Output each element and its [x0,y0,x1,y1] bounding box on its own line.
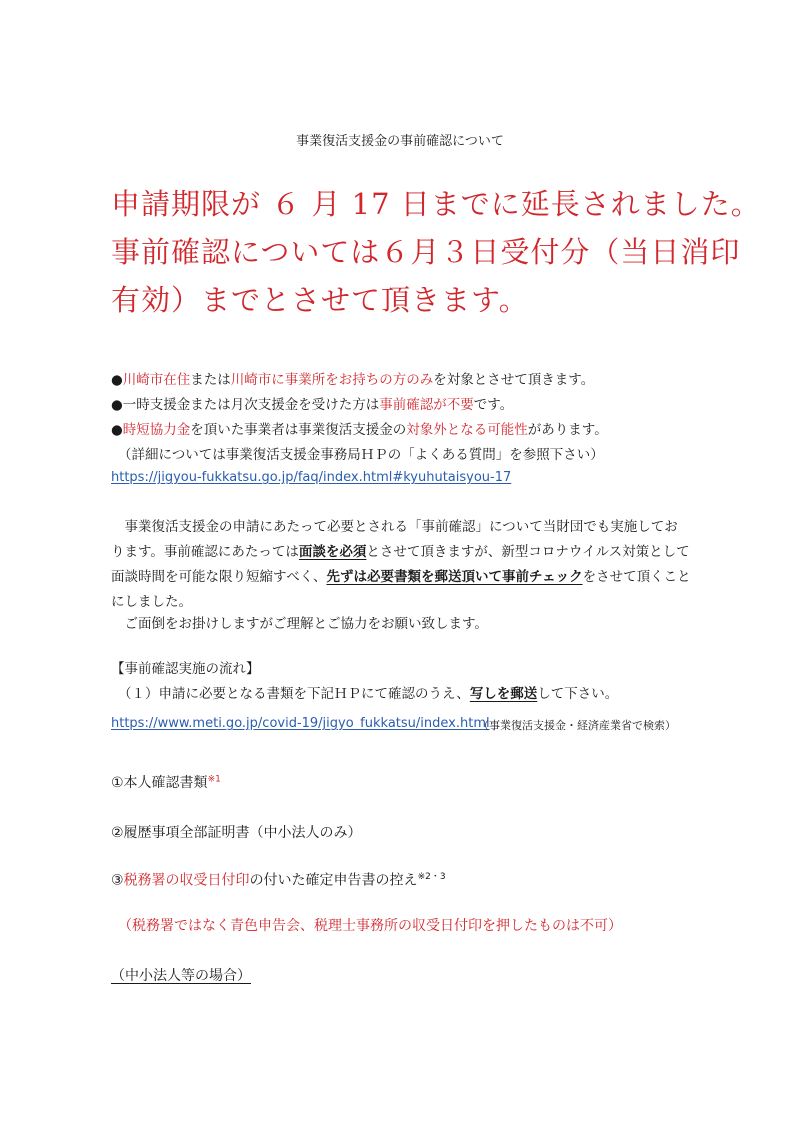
mail-documents-text: 先ずは必要書類を郵送頂いて事前チェック [326,569,583,585]
paragraph-text: 事業復活支援金の申請にあたって必要とされる「事前確認」について当財団でも実施しております。事前確認にあたっては [111,519,678,560]
bullet: ● [111,422,123,438]
send-copies-text: 写しを郵送 [469,686,538,702]
exemption-note [111,393,513,417]
deadline-announcement-line1: 申請期限が ６ 月 17 日までに延長されました。 [111,187,761,221]
request-paragraph: ご面倒をお掛けしますがご理解とご協力をお願い致します。 [111,616,488,632]
bullet: ● [111,372,123,388]
step-text: （１）申請に必要となる書類を下記ＨＰにて確認のうえ、 [118,686,470,702]
document-item-registry: ②履歴事項全部証明書（中小法人のみ） [111,825,362,841]
deadline-announcement-line2: 事前確認については６月３日受付分（当日消印 [111,235,741,269]
paragraph-text: とさせて頂きますが、新型コロナウイルス対策として面談時間を可能な限り短縮すべく、 [111,544,690,585]
note-text: 一時支援金または月次支援金を受けた方は [122,397,380,413]
note-text: です。 [473,397,514,413]
item-text: ①本人確認書類 [111,775,208,791]
meti-search-note: （事業復活支援金・経済産業省で検索） [478,719,676,732]
document-item-id [111,772,221,792]
faq-link[interactable]: https://jigyou-fukkatsu.go.jp/faq/index.html#kyuhutaisyou-17 [111,470,512,485]
page-title: 事業復活支援金の事前確認について [296,134,504,149]
sme-section-heading: （中小法人等の場合） [111,968,251,984]
note-text: または [190,372,231,388]
footnote-mark: ※2・3 [417,872,446,882]
step-text: して下さい。 [537,686,619,702]
note-red-text: 対象外となる可能性 [406,422,528,438]
note-red-text: 川崎市に事業所をお持ちの方のみ [230,372,434,388]
deadline-announcement-line3: 有効）までとさせて頂きます。 [111,283,529,317]
note-text: を頂いた事業者は事業復活支援金の [190,422,407,438]
item-text: ③ [111,872,124,889]
item-text: の付いた確定申告書の控え [249,872,418,889]
flow-heading: 【事前確認実施の流れ】 [111,661,260,677]
exclusion-note [111,418,608,442]
paragraph-text: をさせて頂くことにしました。 [111,569,691,610]
eligibility-note [111,368,594,392]
meti-link[interactable]: https://www.meti.go.jp/covid-19/jigyo_fukkatsu/index.html [111,716,490,731]
document-item-tax-return [111,869,446,890]
flow-step-1 [118,682,618,706]
note-red-text: 時短協力金 [122,422,191,438]
note-text: を対象とさせて頂きます。 [433,372,595,388]
faq-reference-note: （詳細については事業復活支援金事務局ＨＰの「よくある質問」を参照下さい） [118,447,604,463]
intro-paragraph [111,515,691,615]
bullet: ● [111,397,123,413]
not-accepted-caution: （税務署ではなく青色申告会、税理士事務所の収受日付印を押したものは不可） [118,918,622,934]
interview-required-text: 面談を必須 [298,544,367,560]
note-red-text: 事前確認が不要 [379,397,474,413]
tax-stamp-text: 税務署の収受日付印 [123,872,250,889]
note-text: があります。 [527,422,608,438]
footnote-mark: ※1 [207,774,221,785]
note-red-text: 川崎市在住 [122,372,191,388]
